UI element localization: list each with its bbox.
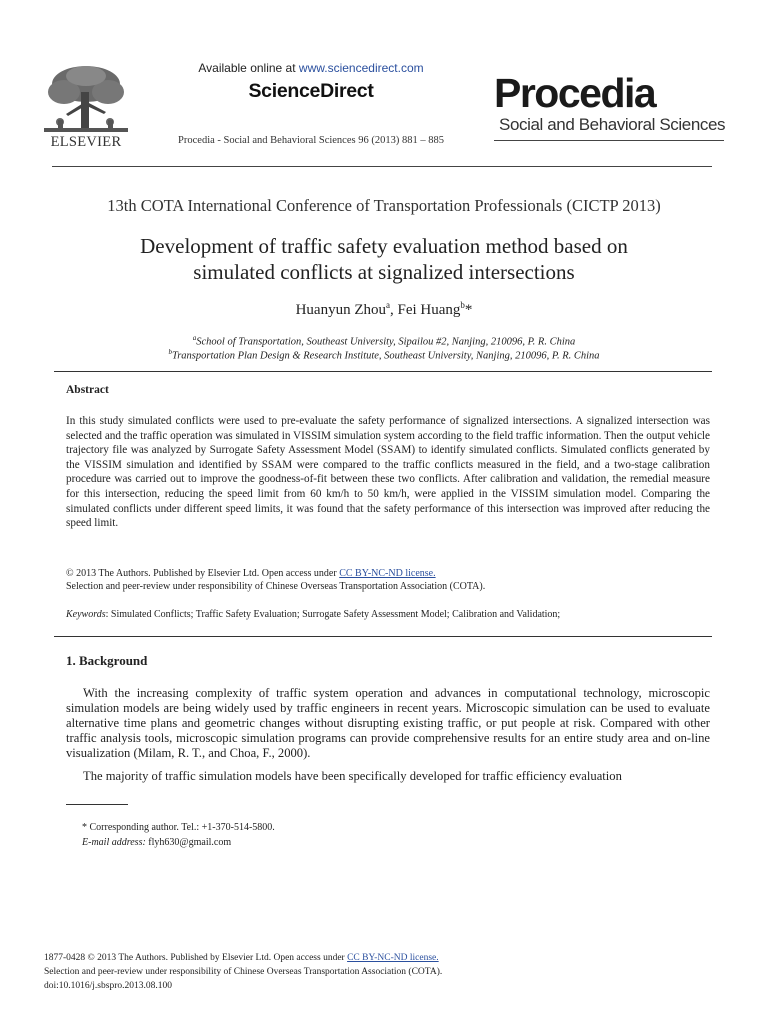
affiliation-b-mark: b [168,348,172,356]
publisher-name: ELSEVIER [50,134,122,150]
footer-open-access: Open access under [273,953,348,963]
affiliation-a [40,334,728,348]
sciencedirect-link[interactable]: www.sciencedirect.com [298,61,424,75]
elsevier-tree-logo [36,62,136,140]
procedia-subtitle: Social and Behavioral Sciences [499,115,726,134]
author-1: Huanyun Zhou [295,302,386,318]
author-2: Fei Huang [397,302,461,318]
copyright-text: © 2013 The Authors. Published by Elsevier Ltd. [66,568,262,579]
author-1-affil: a [385,300,390,310]
footer-peer-review: Selection and peer-review under responsibility of Chinese Overseas Transportation Association (COTA). [44,967,443,977]
abstract-bottom-rule [54,636,712,637]
conference-name: 13th COTA International Conference of Transportation Professionals (CICTP 2013) [107,196,661,215]
affiliation-a-mark: a [192,334,197,342]
available-prefix: Available online at [198,61,299,75]
sciencedirect-logo: ScienceDirect [248,80,374,102]
footer-issn: 1877-0428 © 2013 The Authors. Published by Elsevier Ltd. [44,953,274,963]
body-paragraph-2: The majority of traffic simulation models have been specifically developed for traffic efficiency evaluation [83,769,622,783]
email-note [82,837,231,848]
keywords-line [66,609,710,620]
author-2-affil: b [460,300,465,310]
procedia-divider [494,140,724,141]
abstract-top-rule [54,371,712,372]
section-heading: 1. Background [66,653,148,668]
affiliation-b-text: Transportation Plan Design & Research Institute, Southeast University, Nanjing, 210096, P. R. China [171,350,600,362]
journal-reference: Procedia - Social and Behavioral Sciences 96 (2013) 881 – 885 [178,135,444,146]
body-paragraph-1: With the increasing complexity of traffic system operation and advances in computational technology, microscopic simulation models are being widely used by traffic engineers in recent years. Microscopic simulation can be used to evaluate alternative time plans and geometric changes without disrupting existing traffic, or put people at risk. Compared with other traffic analysis tools, microscopic simulation programs can provide comprehensive results for an entire study area and on-line visualization (Milam, R. T., and Choa, F., 2000). [66,686,710,760]
license-link[interactable]: CC BY-NC-ND license. [339,568,436,579]
procedia-logo: Procedia [494,70,656,116]
header-divider [52,166,712,167]
peer-review-note: Selection and peer-review under responsibility of Chinese Overseas Transportation Association (COTA). [66,581,486,592]
availability-line [150,61,472,75]
title-line-1: Development of traffic safety evaluation method based on [140,234,628,258]
copyright-line [66,567,710,580]
title-line-2: simulated conflicts at signalized intersections [193,260,575,284]
keywords-label: Keywords [66,609,106,620]
abstract-heading: Abstract [66,384,109,396]
open-access-text: Open access under [261,568,340,579]
footer-copyright [44,953,724,963]
footnote-rule [66,804,128,805]
affiliation-b [40,348,728,362]
author-list [40,300,728,319]
abstract-body: In this study simulated conflicts were used to pre-evaluate the safety performance of signalized intersections. A signalized intersection was selected and the traffic operation was simulated in VISSIM simulation system according to the field traffic information. Then the output vehicle trajectory file was analyzed by Surrogate Safety Assessment Model (SSAM) to identify simulated conflicts. Simulated conflicts generated by the VISSIM simulation and identified by SSAM were compared to the traffic conflicts measured in the field, and a two-stage calibration procedure was carried out to improve the goodness-of-fit between these two conflicts. After calibration and validation, the remedial measure for this intersection, reducing the speed limit from 60 km/h to 50 km/h, were applied in the VISSIM simulation model. Comparing the simulated conflicts under different speed limits, it was found that the safety performance of this intersection was improved after reducing the speed limit. [66,415,710,530]
author-separator: , [389,302,398,318]
corresponding-author-note: * Corresponding author. Tel.: +1-370-514-5800. [82,822,275,833]
footer-license-link[interactable]: CC BY-NC-ND license. [347,953,439,963]
affiliation-a-text: School of Transportation, Southeast University, Sipailou #2, Nanjing, 210096, P. R. China [196,336,576,348]
corresponding-mark: * [464,302,473,318]
keywords-text: : Simulated Conflicts; Traffic Safety Evaluation; Surrogate Safety Assessment Model; Calibration and Validation; [105,609,561,620]
email-label: E-mail address: [82,837,146,848]
footer-doi: doi:10.1016/j.sbspro.2013.08.100 [44,981,172,991]
paper-title [40,233,728,285]
email-address: flyh630@gmail.com [145,837,232,848]
